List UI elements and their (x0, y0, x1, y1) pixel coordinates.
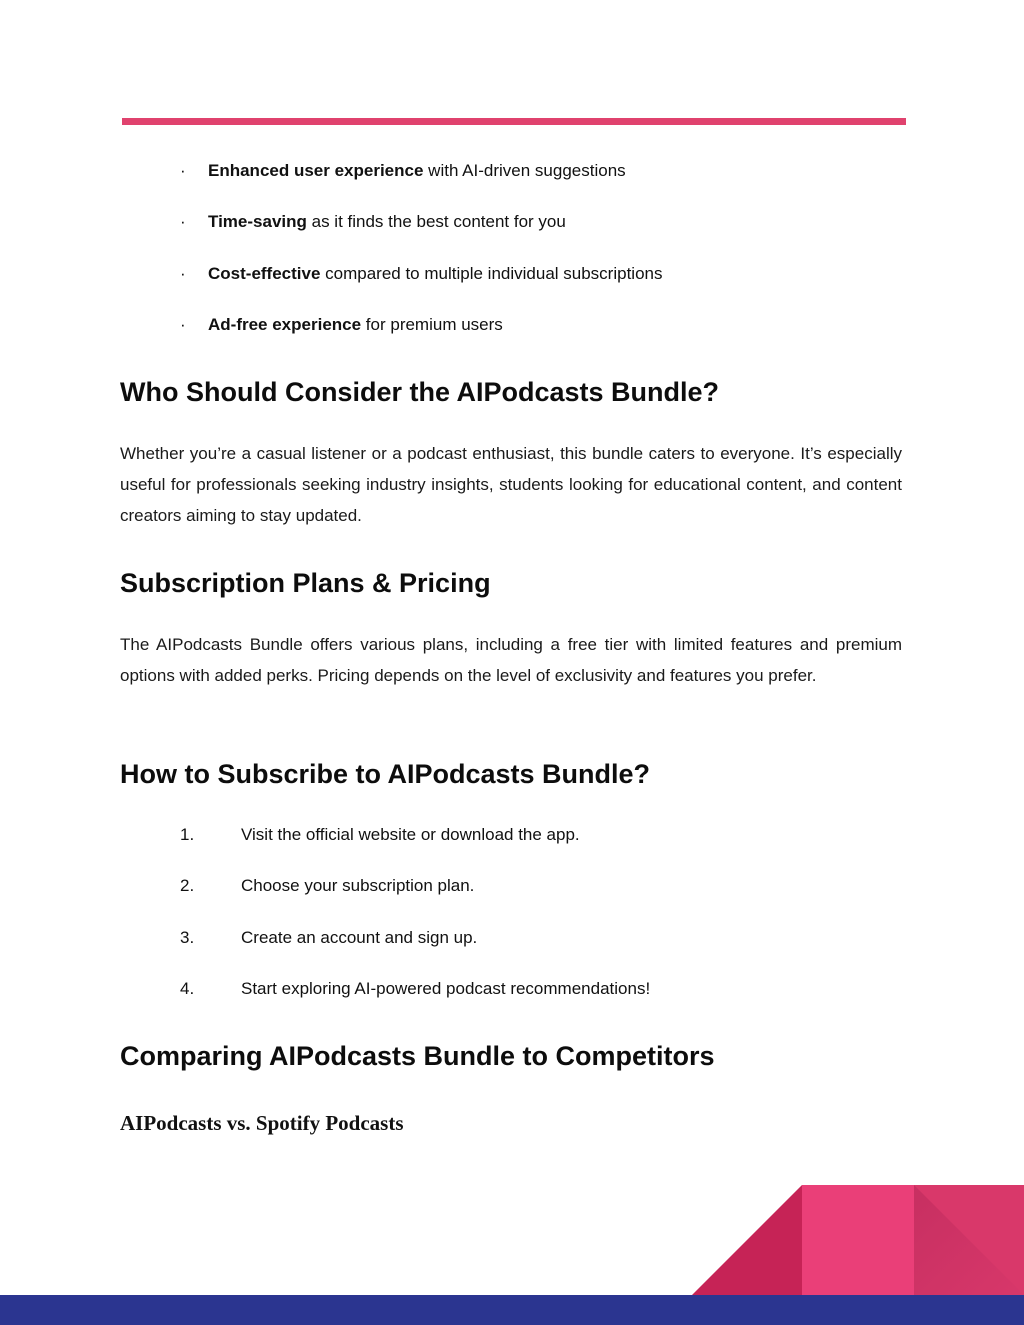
bullet-term: Enhanced user experience (208, 161, 424, 180)
bullet-term: Time-saving (208, 212, 307, 232)
bullet-term: Cost-effective (208, 263, 321, 283)
who-should-consider-heading: Who Should Consider the AIPodcasts Bundle? (120, 377, 720, 407)
footer-band (0, 1295, 1024, 1325)
bullet-description: as it finds the best content for you (306, 212, 566, 232)
plans-pricing-heading: Subscription Plans & Pricing (120, 568, 491, 598)
bullet-marker: · (180, 314, 186, 334)
bullet-description: with AI-driven suggestions (423, 161, 626, 180)
top-accent-rule (122, 118, 906, 125)
step-number: 3. (180, 927, 195, 947)
step-number: 4. (180, 978, 195, 998)
who-should-consider-paragraph: Whether you’re a casual listener or a podcast enthusiast, this bundle caters to everyone. It’s especially useful for professionals seeking industry insights, students looking for educational content, and content creators aiming to stay updated. (120, 444, 902, 525)
step-text: Start exploring AI-powered podcast recommendations! (241, 978, 651, 998)
bullet-description: compared to multiple individual subscriptions (320, 263, 663, 283)
step-number: 1. (180, 825, 195, 844)
center-square-shape (802, 1185, 914, 1295)
step-text: Visit the official website or download the app. (241, 825, 580, 844)
bullet-description: for premium users (361, 314, 503, 334)
comparing-competitors-heading: Comparing AIPodcasts Bundle to Competitors (120, 1041, 715, 1071)
spotify-comparison-subheading: AIPodcasts vs. Spotify Podcasts (120, 1111, 404, 1135)
bullet-marker: · (180, 161, 186, 180)
bullet-term: Ad-free experience (208, 314, 362, 334)
corner-decoration-graphic (690, 1185, 1024, 1295)
bullet-marker: · (180, 263, 186, 283)
step-text: Choose your subscription plan. (241, 876, 475, 896)
step-text: Create an account and sign up. (241, 927, 478, 947)
plans-pricing-paragraph: The AIPodcasts Bundle offers various plans, including a free tier with limited features and premium options with added perks. Pricing depends on the level of exclusivity and features you prefer. (120, 635, 902, 685)
step-number: 2. (180, 876, 195, 896)
left-triangle-shape (692, 1185, 802, 1295)
bullet-marker: · (180, 212, 186, 232)
how-to-subscribe-heading: How to Subscribe to AIPodcasts Bundle? (120, 759, 651, 789)
